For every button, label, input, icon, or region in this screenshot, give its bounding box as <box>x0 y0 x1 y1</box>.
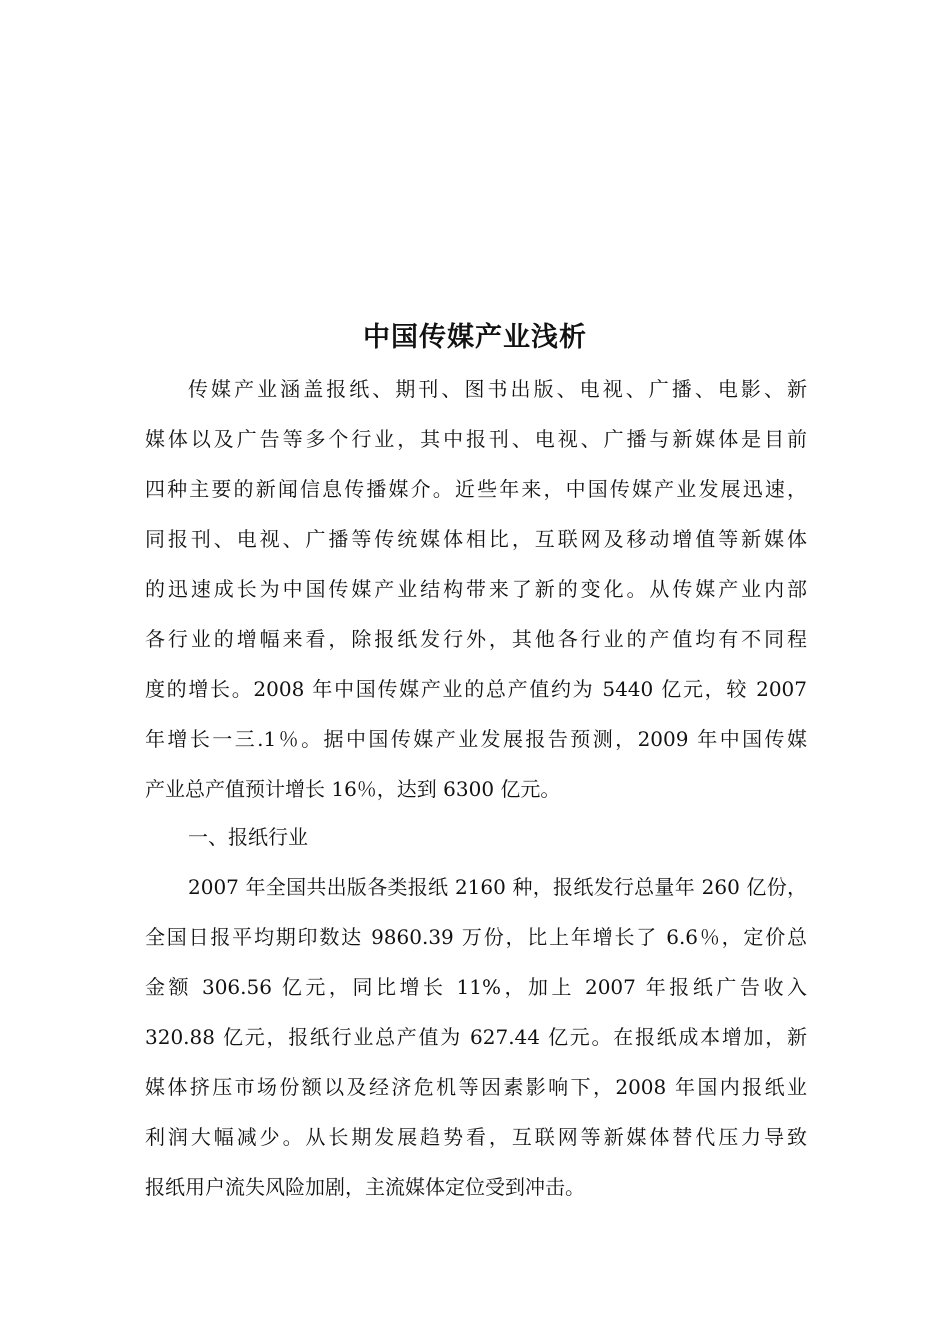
intro-line: 年增长一三.1％。据中国传媒产业发展报告预测，2009 年中国传媒 <box>145 727 807 751</box>
section-line: 全国日报平均期印数达 9860.39 万份，比上年增长了 6.6％，定价总 <box>145 925 807 949</box>
intro-line: 度的增长。2008 年中国传媒产业的总产值约为 5440 亿元，较 2007 <box>145 677 807 701</box>
document-title: 中国传媒产业浅析 <box>363 322 587 353</box>
section-line: 金额 306.56 亿元，同比增长 11%，加上 2007 年报纸广告收入 <box>145 975 807 999</box>
section-heading-newspaper: 一、报纸行业 <box>188 825 308 849</box>
section-line: 2007 年全国共出版各类报纸 2160 种，报纸发行总量年 260 亿份， <box>188 875 807 899</box>
section-line: 320.88 亿元，报纸行业总产值为 627.44 亿元。在报纸成本增加，新 <box>145 1025 807 1049</box>
intro-line: 四种主要的新闻信息传播媒介。近些年来，中国传媒产业发展迅速， <box>145 477 807 501</box>
intro-line: 各行业的增幅来看，除报纸发行外，其他各行业的产值均有不同程 <box>145 627 807 651</box>
section-line: 媒体挤压市场份额以及经济危机等因素影响下，2008 年国内报纸业 <box>145 1075 807 1099</box>
intro-line: 传媒产业涵盖报纸、期刊、图书出版、电视、广播、电影、新 <box>188 377 807 401</box>
section-line: 报纸用户流失风险加剧，主流媒体定位受到冲击。 <box>145 1175 585 1199</box>
intro-line: 的迅速成长为中国传媒产业结构带来了新的变化。从传媒产业内部 <box>145 577 807 601</box>
intro-line: 产业总产值预计增长 16％，达到 6300 亿元。 <box>145 777 561 801</box>
intro-line: 同报刊、电视、广播等传统媒体相比，互联网及移动增值等新媒体 <box>145 527 807 551</box>
intro-line: 媒体以及广告等多个行业，其中报刊、电视、广播与新媒体是目前 <box>145 427 807 451</box>
section-line: 利润大幅减少。从长期发展趋势看，互联网等新媒体替代压力导致 <box>145 1125 807 1149</box>
